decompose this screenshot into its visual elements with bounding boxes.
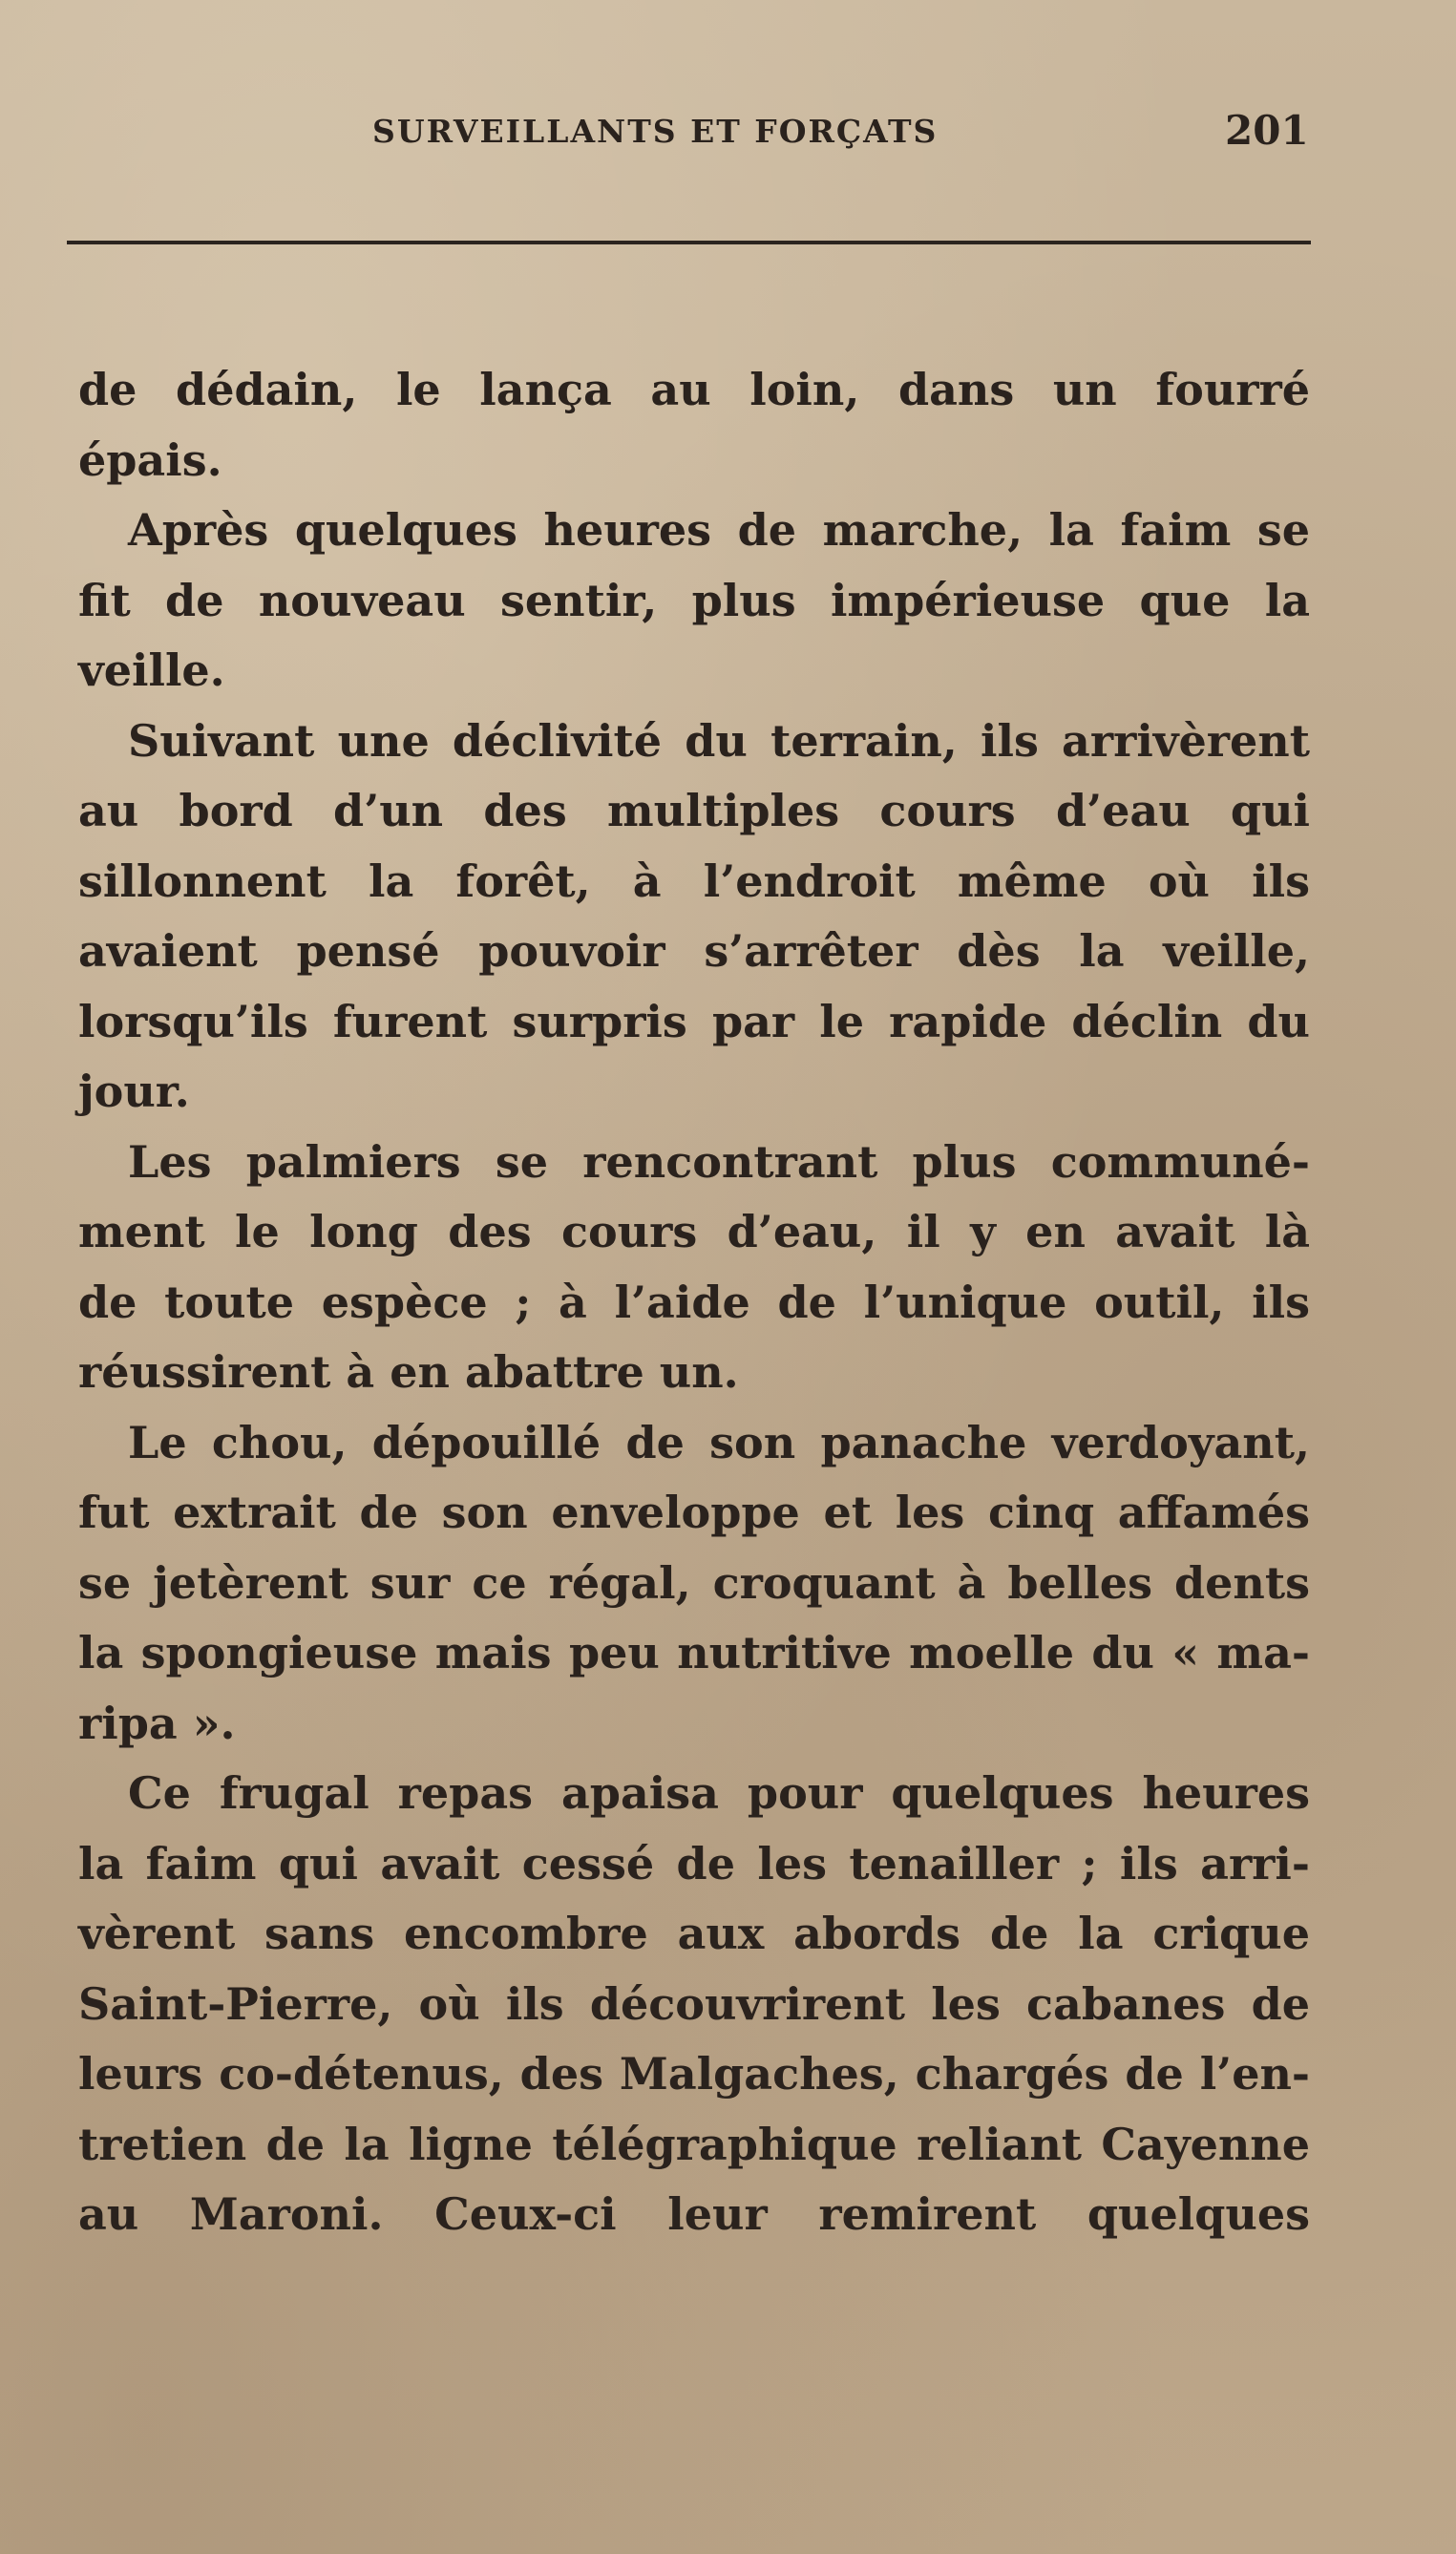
running-head: SURVEILLANTS ET FORÇATS [372, 113, 939, 150]
text-line: jour. [78, 1066, 190, 1117]
text-line: de dédain, le lança au loin, dans un fourré [78, 364, 1310, 415]
text-line: lorsqu’ils furent surpris par le rapide déclin du [78, 995, 1310, 1047]
text-line: Ce frugal repas apaisa pour quelques heures [128, 1767, 1310, 1819]
text-line: veille. [78, 644, 225, 696]
text-line: se jetèrent sur ce régal, croquant à belles dents [78, 1556, 1310, 1609]
text-line: Le chou, dépouillé de son panache verdoyant, [128, 1416, 1310, 1468]
body-text [78, 355, 1310, 2250]
text-line: tretien de la ligne télégraphique reliant Cayenne [78, 2118, 1310, 2170]
page-header [0, 107, 1456, 170]
text-line: Saint-Pierre, où ils découvrirent les cabanes de [78, 1977, 1310, 2030]
text-line: Après quelques heures de marche, la faim se [128, 504, 1310, 556]
text-line: sillonnent la forêt, à l’endroit même où ils [78, 855, 1310, 907]
text-line: Les palmiers se rencontrant plus communé- [128, 1135, 1310, 1188]
text-line: fut extrait de son enveloppe et les cinq affamés [78, 1487, 1310, 1538]
text-line: de toute espèce ; à l’aide de l’unique outil, ils [78, 1276, 1310, 1328]
text-line: avaient pensé pouvoir s’arrêter dès la veille, [78, 925, 1310, 977]
header-rule [67, 241, 1311, 244]
text-line: la spongieuse mais peu nutritive moelle du « ma- [78, 1627, 1310, 1678]
text-line: réussirent à en abattre un. [78, 1346, 739, 1398]
text-line: Suivant une déclivité du terrain, ils arrivèrent [128, 714, 1310, 767]
text-line: au Maroni. Ceux-ci leur remirent quelques [78, 2188, 1310, 2240]
text-line: épais. [78, 433, 222, 486]
text-line: vèrent sans encombre aux abords de la crique [78, 1908, 1310, 1959]
text-line: au bord d’un des multiples cours d’eau qui [78, 785, 1310, 836]
text-line: leurs co-détenus, des Malgaches, chargés de l’en- [78, 2048, 1310, 2100]
text-line: la faim qui avait cessé de les tenailler ; ils arri- [78, 1837, 1310, 1889]
text-line: ment le long des cours d’eau, il y en avait là [78, 1206, 1310, 1257]
page-number: 201 [1225, 107, 1309, 154]
text-line: fit de nouveau sentir, plus impérieuse que la [78, 574, 1310, 626]
text-line: ripa ». [78, 1697, 236, 1749]
